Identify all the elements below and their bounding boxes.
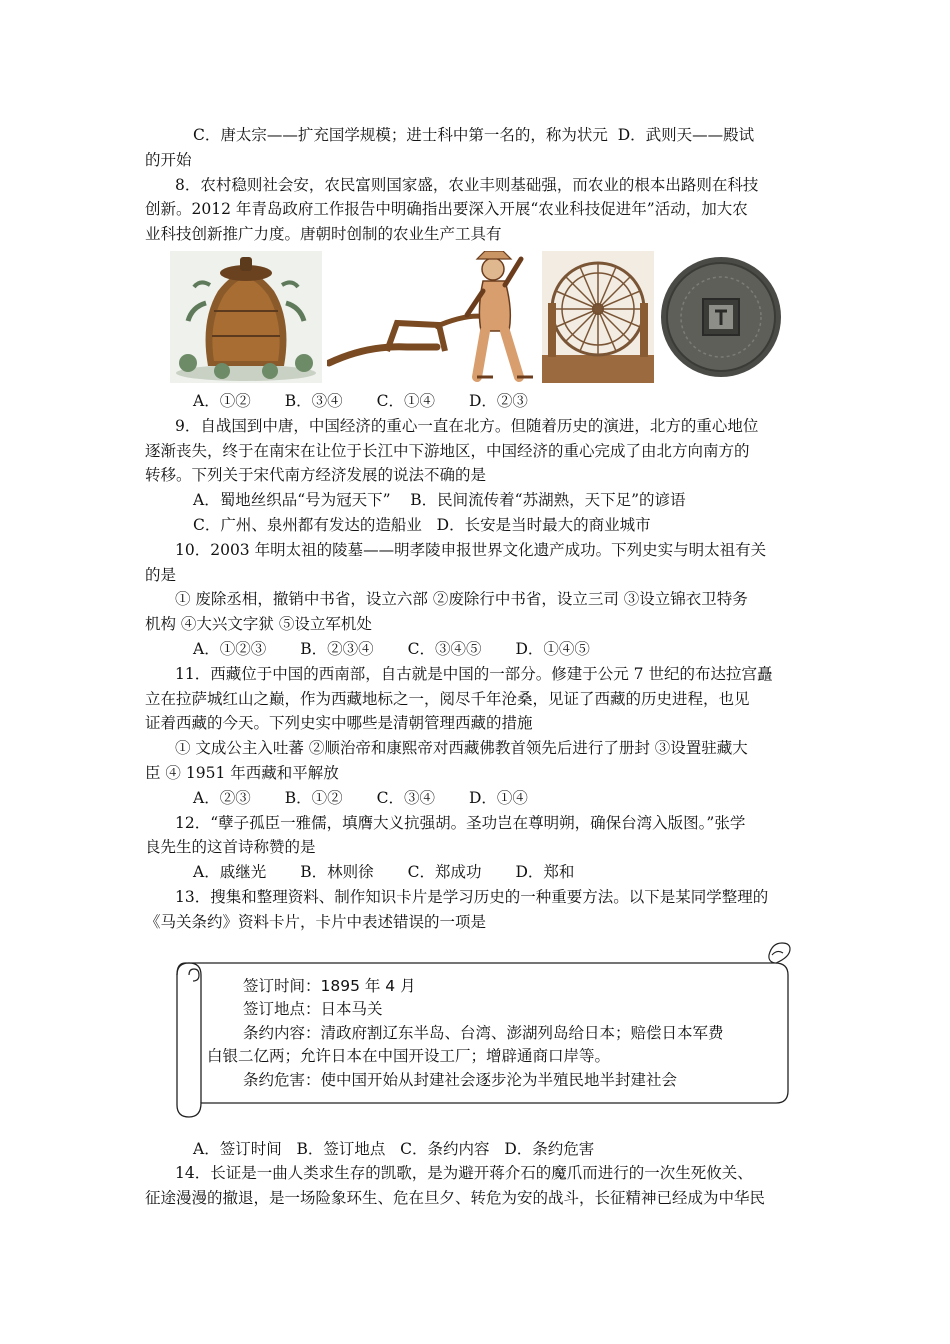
q11-items-2: 臣 ④ 1951 年西藏和平解放 [145, 763, 339, 782]
q7-option-d-cont: 的开始 [145, 150, 192, 169]
q12-options [145, 860, 810, 885]
seismograph-image [170, 251, 322, 383]
q13-option-c: C．条约内容 [400, 1139, 490, 1158]
q8-stem-1: 8．农村稳则社会安，农民富则国家盛，农业丰则基础强，而农业的根本出路则在科技 [175, 175, 759, 194]
q11-option-a: A．②③ [193, 788, 251, 807]
q12-stem-1: 12．“孽子孤臣一雅儒，填膺大义抗强胡。圣功岂在尊明朔，确保台湾入版图。”张学 [175, 813, 746, 832]
q9-options-ab [145, 488, 810, 513]
q9-stem-2: 逐渐丧失，终于在南宋在让位于长江中下游地区，中国经济的重心完成了由北方向南方的 [145, 441, 750, 460]
q12-option-c: C．郑成功 [407, 863, 482, 882]
q11-option-c: C．③④ [376, 788, 435, 807]
q8-stem-2: 创新。2012 年青岛政府工作报告中明确指出要深入开展“农业科技促进年”活动，加大农 [145, 200, 748, 219]
q9-stem-1: 9．自战国到中唐，中国经济的重心一直在北方。但随着历史的演进，北方的重心地位 [175, 416, 759, 435]
card-content-2: 白银二亿两；允许日本在中国开设工厂；增辟通商口岸等。 [207, 1047, 611, 1066]
card-time: 签订时间：1895 年 4 月 [243, 976, 416, 995]
treaty-card [145, 941, 810, 1131]
q12-option-d: D．郑和 [515, 863, 575, 882]
q12-stem-2: 良先生的这首诗称赞的是 [145, 838, 316, 857]
q8-figures [145, 251, 810, 387]
card-place: 签订地点：日本马关 [243, 1000, 383, 1019]
q9-option-a: A．蜀地丝织品“号为冠天下” [193, 491, 391, 510]
card-content-1: 条约内容：清政府割辽东半岛、台湾、澎湖列岛给日本；赔偿日本军费 [243, 1023, 724, 1042]
q7-option-d: D．武则天——殿试 [617, 126, 755, 144]
q14-stem-1: 14．长证是一曲人类求生存的凯歌，是为避开蒋介石的魔爪而进行的一次生死攸关、 [175, 1164, 753, 1183]
curved-plow-image [327, 251, 537, 383]
q7-option-line [145, 123, 810, 148]
q12-option-b: B．林则徐 [300, 863, 374, 882]
q9-option-b: B．民间流传着“苏湖熟，天下足”的谚语 [410, 491, 686, 510]
water-wheel-image [542, 251, 654, 383]
q8-option-b: B．③④ [284, 391, 343, 410]
q10-option-d: D．①④⑤ [515, 639, 590, 658]
q11-option-b: B．①② [284, 788, 343, 807]
q10-stem-1: 10．2003 年明太祖的陵墓——明孝陵申报世界文化遗产成功。下列史实与明太祖有关 [175, 540, 767, 559]
q9-stem-3: 转移。下列关于宋代南方经济发展的说法不确的是 [145, 466, 487, 485]
q13-options [145, 1137, 810, 1162]
q11-options [145, 786, 810, 811]
q14-stem-2: 征途漫漫的撤退，是一场险象环生、危在旦夕、转危为安的战斗，长征精神已经成为中华民 [145, 1189, 766, 1208]
q11-items-1: ① 文成公主入吐蕃 ②顺治帝和康熙帝对西藏佛教首领先后进行了册封 ③设置驻藏大 [175, 739, 748, 758]
q11-stem-2: 立在拉萨城红山之巅，作为西藏地标之一，阅尽千年沧桑，见证了西藏的历史进程，也见 [145, 689, 750, 708]
q10-items-1: ① 废除丞相，撤销中书省，设立六部 ②废除行中书省，设立三司 ③设立锦衣卫特务 [175, 590, 748, 609]
q8-option-a: A．①② [193, 391, 251, 410]
q9-option-c: C．广州、泉州都有发达的造船业 [193, 515, 422, 534]
q13-stem-1: 13．搜集和整理资料、制作知识卡片是学习历史的一种重要方法。以下是某同学整理的 [175, 887, 769, 906]
card-harm: 条约危害：使中国开始从封建社会逐步沦为半殖民地半封建社会 [243, 1070, 678, 1089]
q9-options-cd [145, 513, 810, 538]
q8-stem-3: 业科技创新推广力度。唐朝时创制的农业生产工具有 [145, 225, 502, 244]
treaty-card-text [207, 975, 767, 1093]
q8-options [145, 389, 810, 414]
q8-option-d: D．②③ [468, 391, 528, 410]
q9-option-d: D．长安是当时最大的商业城市 [436, 515, 651, 534]
q10-stem-2: 的是 [145, 565, 177, 584]
coin-image [659, 251, 783, 383]
q13-option-d: D．条约危害 [504, 1139, 595, 1158]
q11-stem-3: 证着西藏的今天。下列史实中哪些是清朝管理西藏的措施 [145, 714, 533, 733]
q10-option-b: B．②③④ [300, 639, 374, 658]
q13-stem-2: 《马关条约》资料卡片，卡片中表述错误的一项是 [145, 912, 487, 931]
q10-items-2: 机构 ④大兴文字狱 ⑤设立军机处 [145, 615, 372, 634]
q13-option-b: B．签订地点 [296, 1139, 386, 1158]
q11-stem-1: 11．西藏位于中国的西南部，自古就是中国的一部分。修建于公元 7 世纪的布达拉宫矗 [175, 664, 773, 683]
q8-option-c: C．①④ [376, 391, 435, 410]
q13-option-a: A．签订时间 [193, 1139, 282, 1158]
q10-options [145, 637, 810, 662]
q7-option-c: C．唐太宗——扩充国学规模；进士科中第一名的，称为状元 [193, 126, 608, 144]
q12-option-a: A．戚继光 [193, 863, 267, 882]
document-page [145, 123, 810, 1211]
q11-option-d: D．①④ [468, 788, 528, 807]
q10-option-c: C．③④⑤ [407, 639, 482, 658]
q10-option-a: A．①②③ [193, 639, 267, 658]
